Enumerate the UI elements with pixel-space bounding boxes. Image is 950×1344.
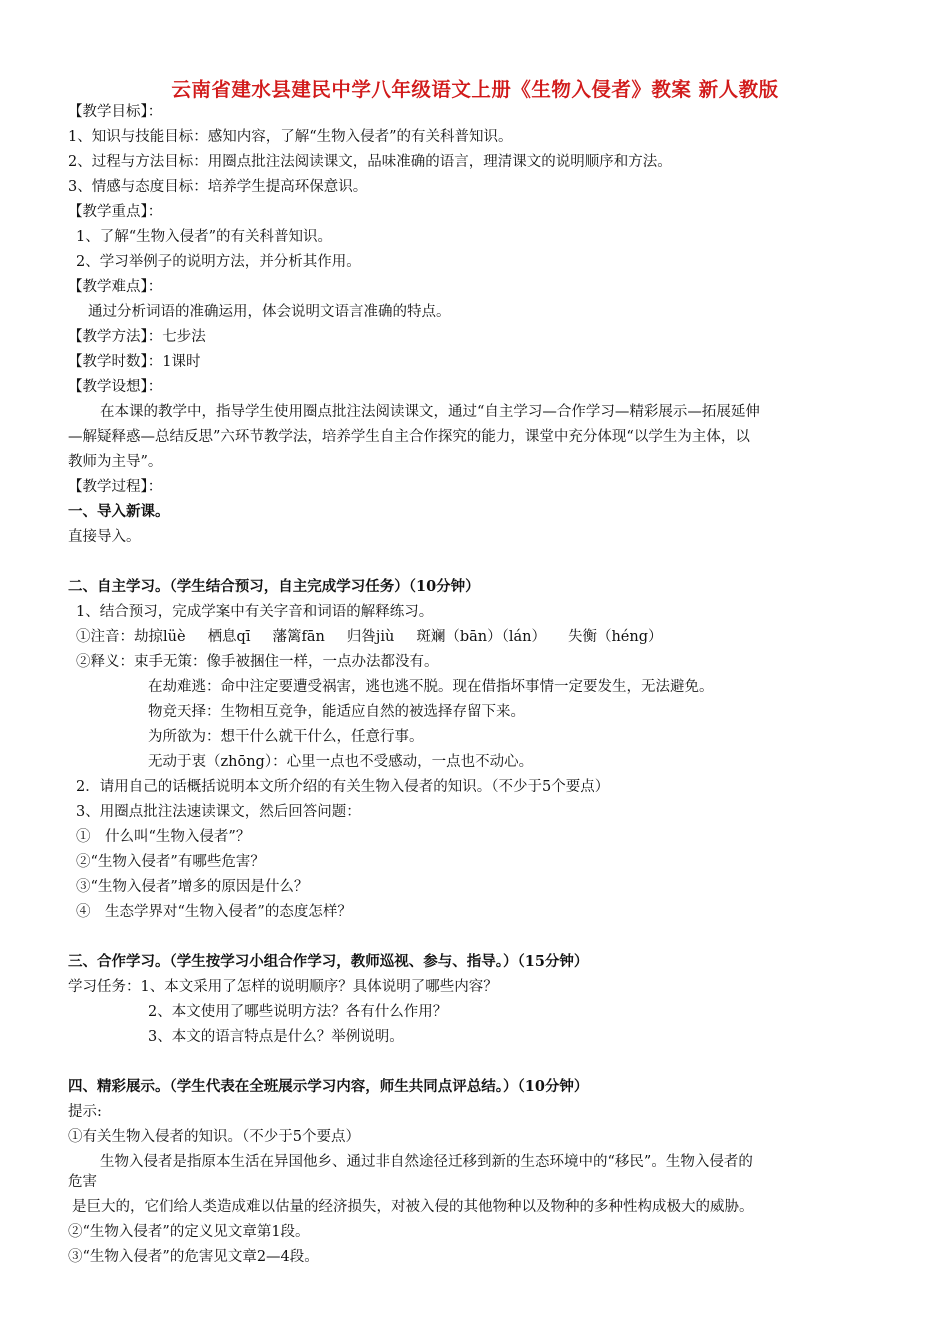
collab-task: 2、本文使用了哪些说明方法？各有什么作用？ (148, 1004, 448, 1020)
collab-task-line (68, 977, 498, 997)
pinyin-item: 栖息qī (207, 629, 251, 645)
definition-item: 无动于衷（zhōng）：心里一点也不受感动，一点也不动心。 (148, 754, 534, 770)
goals-heading: 【教学目标】： (68, 104, 163, 120)
definitions-label: ②释义： (76, 654, 134, 670)
method-line: 【教学方法】：七步法 (68, 329, 206, 345)
pinyin-item: 斑斓（bān）（lán） (416, 629, 546, 645)
question-item: ④ 生态学界对“生物入侵者”的态度怎样？ (76, 904, 352, 920)
key-point-item: 1、了解“生物入侵者”的有关科普知识。 (76, 229, 333, 245)
design-line: 在本课的教学中，指导学生使用圈点批注法阅读课文，通过“自主学习—合作学习—精彩展示—拓展延伸 (100, 404, 760, 420)
difficulty-text: 通过分析词语的准确运用，体会说明文语言准确的特点。 (88, 304, 451, 320)
difficulty-heading: 【教学难点】： (68, 279, 163, 295)
question-item: ① 什么叫“生物入侵者”？ (76, 829, 251, 845)
definition-item: 为所欲为：想干什么就干什么，任意行事。 (148, 729, 424, 745)
goal-item: 3、情感与态度目标：培养学生提高环保意识。 (68, 179, 368, 195)
definition-item: 在劫难逃：命中注定要遭受祸害，逃也逃不脱。现在借指坏事情一定要发生，无法避免。 (148, 679, 714, 695)
process-heading: 【教学过程】： (68, 479, 163, 495)
goal-item: 2、过程与方法目标：用圈点批注法阅读课文，品味准确的语言，理清课文的说明顺序和方法。 (68, 154, 672, 170)
definition-item: 束手无策：像手被捆住一样，一点办法都没有。 (134, 654, 439, 670)
hint-label: 提示: (68, 1104, 102, 1120)
collab-task: 3、本文的语言特点是什么？举例说明。 (148, 1029, 404, 1045)
pinyin-item: 劫掠lüè (134, 629, 186, 645)
hint-body: 危害 (68, 1174, 97, 1190)
pinyin-item: 藩篱fān (272, 629, 325, 645)
pinyin-item: 失衡（héng） (567, 629, 663, 645)
pinyin-item: 归咎jiù (346, 629, 395, 645)
design-heading: 【教学设想】： (68, 379, 163, 395)
hint-item: ②“生物入侵者”的定义见文章第1段。 (68, 1224, 310, 1240)
hint-body: 生物入侵者是指原本生活在异国他乡、通过非自然途径迁移到新的生态环境中的“移民”。生物入侵者的 (100, 1154, 753, 1170)
design-line: 教师为主导”。 (68, 454, 163, 470)
section-heading: 三、合作学习。（学生按学习小组合作学习，教师巡视、参与、指导。）（15分钟） (68, 953, 589, 970)
pinyin-line (76, 627, 663, 647)
section-text: 直接导入。 (68, 529, 141, 545)
collab-label: 学习任务： (68, 979, 141, 995)
design-line: —解疑释惑—总结反思”六环节教学法，培养学生自主合作探究的能力，课堂中充分体现“以学生为主体，以 (68, 429, 750, 445)
hint-item: ①有关生物入侵者的知识。（不少于5个要点） (68, 1129, 360, 1145)
key-points-heading: 【教学重点】： (68, 204, 163, 220)
hint-item: ③“生物入侵者”的危害见文章2—4段。 (68, 1249, 319, 1265)
section-heading: 二、自主学习。（学生结合预习，自主完成学习任务）（10分钟） (68, 578, 480, 595)
definition-item: 物竞天择：生物相互竞争，能适应自然的被选择存留下来。 (148, 704, 525, 720)
goal-item: 1、知识与技能目标：感知内容，了解“生物入侵者”的有关科普知识。 (68, 129, 513, 145)
task-line: 2．请用自己的话概括说明本文所介绍的有关生物入侵者的知识。（不少于5个要点） (76, 779, 610, 795)
task-line: 3、用圈点批注法速读课文，然后回答问题： (76, 804, 361, 820)
page-title: 云南省建水县建民中学八年级语文上册《生物入侵者》教案 新人教版 (171, 78, 779, 101)
task-line: 1、结合预习，完成学案中有关字音和词语的解释练习。 (76, 604, 434, 620)
key-point-item: 2、学习举例子的说明方法，并分析其作用。 (76, 254, 361, 270)
pinyin-label: ①注音： (76, 629, 134, 645)
definition-line (76, 652, 439, 672)
hours-line: 【教学时数】：1课时 (68, 354, 201, 370)
question-item: ②“生物入侵者”有哪些危害？ (76, 854, 265, 870)
hint-body: 是巨大的，它们给人类造成难以估量的经济损失，对被入侵的其他物种以及物种的多种性构成极大的威胁。 (72, 1199, 754, 1215)
section-heading: 四、精彩展示。（学生代表在全班展示学习内容，师生共同点评总结。）（10分钟） (68, 1078, 589, 1095)
collab-task: 1、本文采用了怎样的说明顺序？具体说明了哪些内容？ (140, 979, 498, 995)
section-heading: 一、导入新课。 (68, 503, 170, 520)
question-item: ③“生物入侵者”增多的原因是什么？ (76, 879, 309, 895)
